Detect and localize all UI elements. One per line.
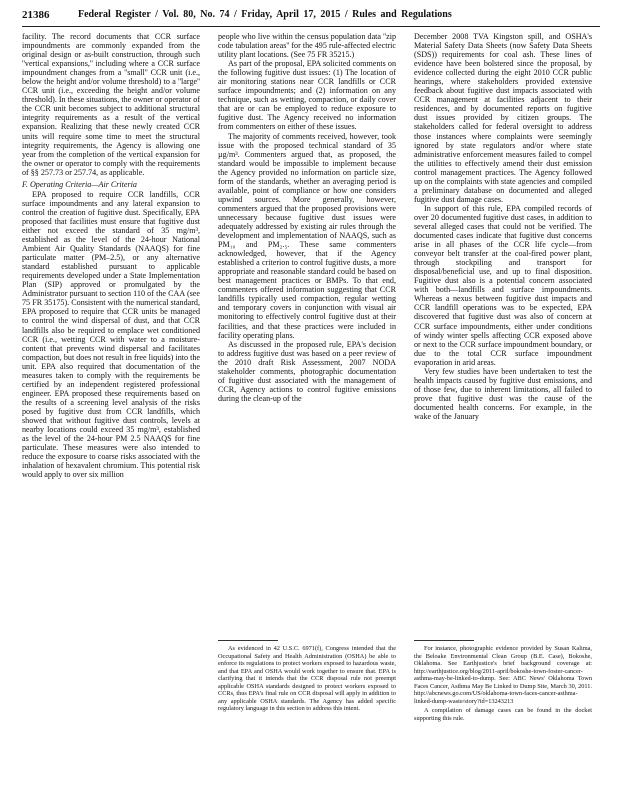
page-header xyxy=(22,8,600,27)
paragraph: The majority of comments received, however, took issue with the proposed technical standard of 35 µg/m³. Commenters argued that, as proposed, the standard would be impossible to implement because the Agency provided no information on particle size, form of the standards, whether an averaging period is available, point of compliance or how one considers upwind sources. More generally, however, commenters argued that the proposed provisions were unnecessary because fugitive dust issues were adequately addressed by existing air rules through the development and implementation of NAAQS, such as PM₁₀ and PM₂.₅. These same commenters acknowledged, however, that if the Agency established a criterion to control fugitive dusts, a more appropriate and reasonable standard could be based on best management practices or BMPs. To that end, commenters offered information suggesting that CCR landfills typically used compaction, regular wetting and temporary covers in conjunction with visual air monitoring to effectively control fugitive dust at their facilities, and that these practices were included in facility operating plans. xyxy=(218,131,396,340)
page-number: 21386 xyxy=(22,9,50,21)
paragraph: Very few studies have been undertaken to test the health impacts caused by fugitive dust emissions, and of those few, due to inherent limitations, all failed to prove that fugitive dust was the cause of the documented health concerns. For example, in the wake of the January xyxy=(414,366,592,421)
footnote-left xyxy=(218,645,396,765)
paragraph: As part of the proposal, EPA solicited comments on the following fugitive dust issues: (1) The location of air monitoring stations near CCR landfills or CCR surface impoundments; and (2) information on any technique, such as wetting, compaction, or daily cover that are or can be employed to reduce exposure to fugitive dust. The Agency received no information from commenters on either of these issues. xyxy=(218,59,396,132)
footnote-right xyxy=(414,645,592,775)
text-column-3 xyxy=(414,32,592,622)
footnote-text: For instance, photographic evidence provided by Susan Kalima, the Beloake Environmental Clean Group (B.E. Case), Bokoshe, Oklahoma. See Earthjustice's brief background coverage at: http://earthjustice.org/blog/2011-april/bokoshe-town-foster-cancer-asthma-may-be-linked-to-dump. See: ABC News' Oklahoma Town Faces Cancer, Asthma May Be Linked to Dump Site, March 30, 2011. http://abcnews.go.com/US/oklahoma-town-faces-cancer-asthma-linked-dump-waste/story?id=13243213 xyxy=(414,645,592,705)
footnote-rule xyxy=(218,640,278,641)
text-column-2 xyxy=(218,32,396,622)
paragraph: people who live within the census population data ''zip code tabulation areas'' for the 495 rule-affected electric utility plant locations. (See 75 FR 35215.) xyxy=(218,32,396,60)
paragraph: December 2008 TVA Kingston spill, and OSHA's Material Safety Data Sheets (now Safety Data Sheets (SDS)) requirements for coal ash. These lines of evidence have been bolstered since the proposal, by evidence collected during the eight 2010 CCR public hearings, where stakeholders provided extensive feedback about fugitive dust impacts associated with CCR management at facilities adjacent to their residences, and by documented reports on fugitive dust issues provided by citizen groups. The stakeholders called for federal oversight to address those instances where complaints were seemingly ignored by state regulators and/or where state administrative enforcement measures failed to compel the utilities to effectively amend their dust emission control management practices. The Agency followed up on the complaints with state agencies and compiled a preliminary database on documented and alleged fugitive dust damage cases. xyxy=(414,32,592,204)
paragraph: In support of this rule, EPA compiled records of over 20 documented fugitive dust cases, in addition to several alleged cases that could not be verified. The documented cases indicate that fugitive dust concerns arise in all phases of the CCR life cycle—from conveyor belt transfer at the coal-fired power plant, through stockpiling and transport for disposal/beneficial use, and up to final disposition. Fugitive dust also is a potential concern associated with both—landfills and surface impoundments. Whereas a nexus between fugitive dust impacts and CCR landfill operations was to be expected, EPA discovered that fugitive dust was also of concern at CCR surface impoundments, either under conditions of windy winter spells affecting CCR exposed above or next to the CCR surface impoundment boundary, or due to the total CCR surface impoundment evaporation in arid areas. xyxy=(414,203,592,367)
paragraph: As discussed in the proposed rule, EPA's decision to address fugitive dust was based on a peer review of the 2010 draft Risk Assessment, 2007 NODA stakeholder comments, photographic documentation of fugitive dust associated with the management of CCR, Agency actions to control fugitive emissions during the clean-up of the xyxy=(218,339,396,403)
footnote-text: A compilation of damage cases can be found in the docket supporting this rule. xyxy=(414,707,592,722)
paragraph: facility. The record documents that CCR surface impoundments are commonly expanded from the original design or as-built construction, through such ''vertical expansions,'' including where a CCR surface impoundment changes from a ''small'' CCR unit (i.e., below the height and/or volume threshold) to a ''large'' CCR unit (i.e., exceeding the height and/or volume threshold). In these situations, the owner or operator of the CCR unit becomes subject to additional structural integrity requirements as a result of the vertical expansion. Realizing that these newly created CCR units will require some time to meet the structural integrity requirements, the Agency is allowing one year from the completion of the vertical expansion for the owner or operator to comply with the requirements of §§ 257.73 or 257.74, as applicable. xyxy=(22,32,200,177)
footnote-text: As evidenced in 42 U.S.C. 6971(f), Congress intended that the Occupational Safety and Health Administration (OSHA) be able to enforce its regulations to protect workers exposed to hazardous waste, and that EPA and OSHA would work together to ensure that. EPA is clarifying that it intends that the CCR disposal rule not preempt applicable OSHA standards designed to protect workers exposed to CCRs, thus EPA's final rule on CCR disposal will apply in addition to any applicable OSHA standards. The Agency has added specific regulatory language in this section to address this intent. xyxy=(218,645,396,712)
section-heading: F. Operating Criteria—Air Criteria xyxy=(22,179,137,189)
paragraph: EPA proposed to require CCR landfills, CCR surface impoundments and any lateral expansion to control the creation of fugitive dust. Specifically, EPA proposed that facilities must ensure that fugitive dust either not exceed the standard of 35 mg/m³, established as the level of the 24-hour National Ambient Air Quality Standards (NAAQS) for fine particulate matter (PM–2.5), or any alternative standard established pursuant to applicable requirements developed under a State Implementation Plan (SIP) approved or promulgated by the Administrator pursuant to section 110 of the CAA (see 75 FR 35175). Consistent with the numerical standard, EPA proposed to require that CCR units be managed to control the wind dispersal of dust, and that CCR landfills also be required to emplace wet conditioned CCR (i.e., wetting CCR with water to a moisture-content that prevents wind dispersal and facilitates compaction, but does not result in free liquids) into the unit. EPA also required that documentation of the measures taken to comply with the requirements be certified by an independent registered professional engineer. EPA proposed these requirements based on the results of a screening level analysis of the risks posed by fugitive dust from CCR landfills, which showed that without fugitive dust controls, levels at nearby locations could exceed 35 mg/m³, established as the level of the 24-hour PM 2.5 NAAQS for fine particulate. These measures were also intended to reduce the exposure to coarse risks associated with the inhalation of hexavalent chromium. This potential risk would apply to over six million xyxy=(22,189,200,480)
footnote-rule xyxy=(414,640,474,641)
running-title: Federal Register / Vol. 80, No. 74 / Friday, April 17, 2015 / Rules and Regulations xyxy=(78,9,452,20)
text-column-1 xyxy=(22,32,200,622)
